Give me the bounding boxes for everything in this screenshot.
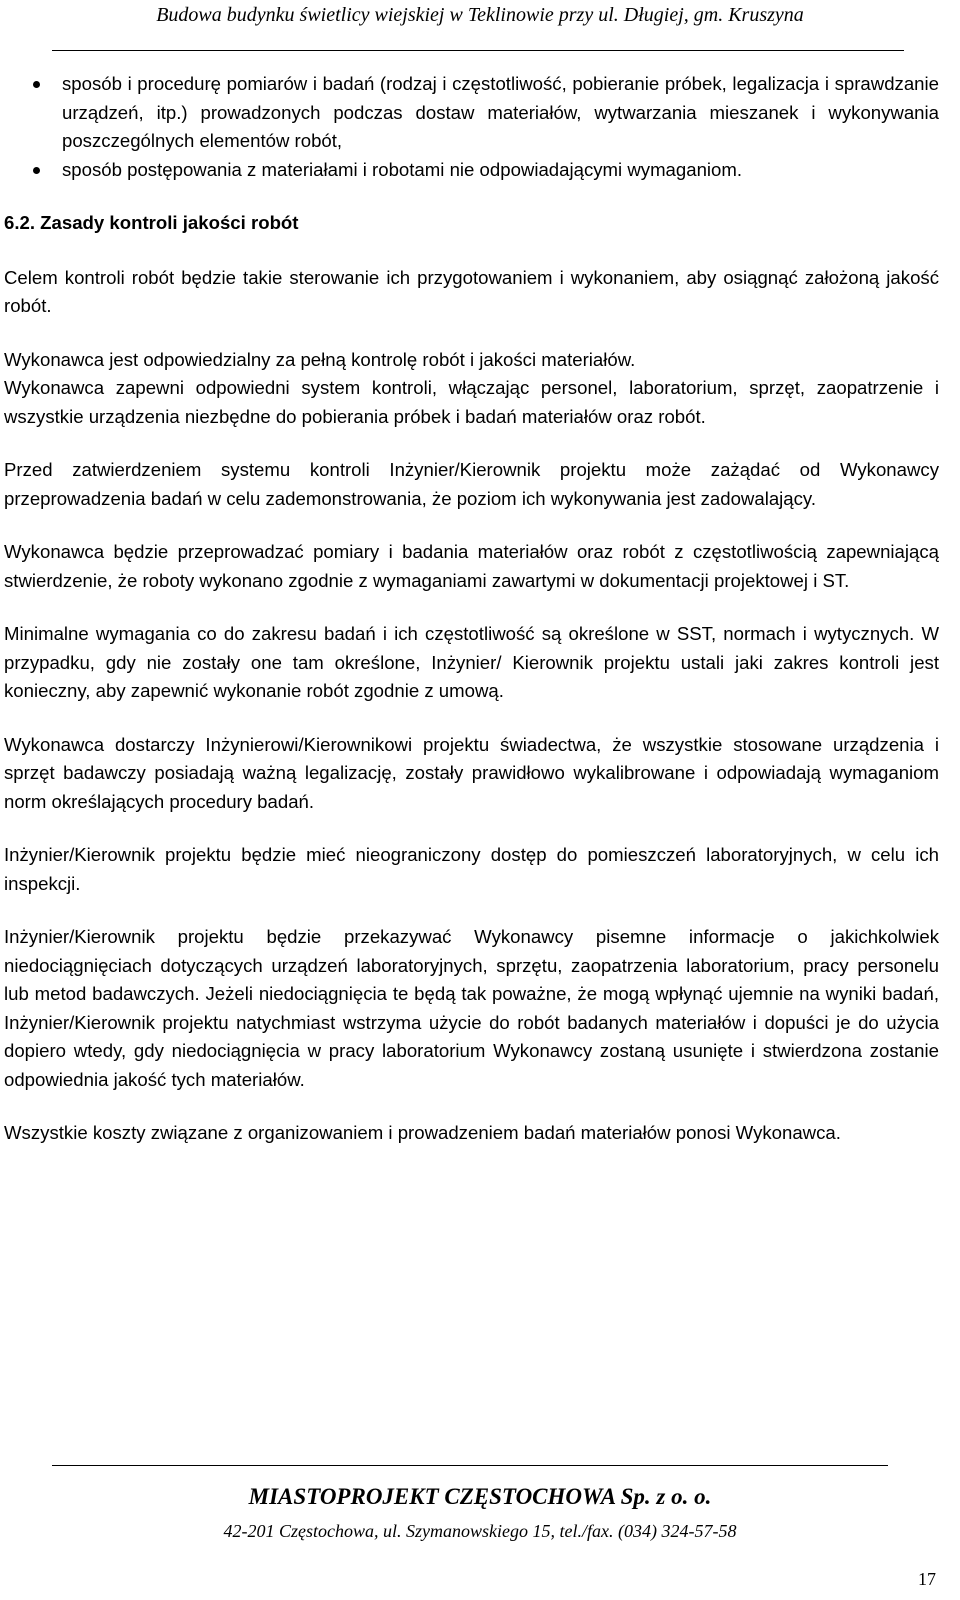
paragraph: Wykonawca zapewni odpowiedni system kontroli, włączając personel, laboratorium, sprzęt, zaopatrzenie i wszystkie urządzenia niezbędne do pobierania próbek i badań materiałów oraz robót.: [4, 377, 939, 427]
bullet-icon: [33, 167, 40, 174]
footer-divider: [52, 1465, 888, 1466]
bullet-icon: [33, 81, 40, 88]
footer-address: 42-201 Częstochowa, ul. Szymanowskiego 15, tel./fax. (034) 324-57-58: [223, 1521, 737, 1541]
paragraph: Wykonawca będzie przeprowadzać pomiary i badania materiałów oraz robót z częstotliwością zapewniającą stwierdzenie, że roboty wykonano zgodnie z wymaganiami zawartymi w dokumentacji projektowej i ST.: [4, 541, 939, 591]
list-item-text: sposób postępowania z materiałami i robotami nie odpowiadającymi wymaganiom.: [62, 158, 743, 180]
list-item: [4, 156, 939, 185]
paragraph: Wszystkie koszty związane z organizowaniem i prowadzeniem badań materiałów ponosi Wykonawca.: [4, 1122, 841, 1143]
paragraph: Wykonawca dostarczy Inżynierowi/Kierownikowi projektu świadectwa, że wszystkie stosowane urządzenia i sprzęt badawczy posiadają ważną legalizację, zostały prawidłowo wykalibrowane i odpowiadają wymaganiom norm określających procedury badań.: [4, 733, 939, 812]
paragraph: Wykonawca jest odpowiedzialny za pełną kontrolę robót i jakości materiałów.: [4, 348, 636, 370]
footer-company-name: MIASTOPROJEKT CZĘSTOCHOWA Sp. z o. o.: [248, 1484, 712, 1509]
list-item-text: sposób i procedurę pomiarów i badań (rodzaj i częstotliwość, pobieranie próbek, legalizacja i sprawdzanie urządzeń, itp.) prowadzonych podczas dostaw materiałów, wytwarzania mieszanek i wykonywania poszczególnych elementów robót,: [62, 73, 939, 151]
paragraph: Minimalne wymagania co do zakresu badań i ich częstotliwość są określone w SST, normach i wytycznych. W przypadku, gdy nie zostały one tam określone, Inżynier/ Kierownik projektu ustali jaki zakres kontroli jest konieczny, aby zapewnić wykonanie robót zgodnie z umową.: [4, 623, 939, 701]
paragraph: Przed zatwierdzeniem systemu kontroli Inżynier/Kierownik projektu może zażądać od Wykonawcy przeprowadzenia badań w celu zademonstrowania, że poziom ich wykonywania jest zadowalający.: [4, 459, 939, 509]
running-header: Budowa budynku świetlicy wiejskiej w Teklinowie przy ul. Długiej, gm. Kruszyna: [156, 4, 804, 26]
paragraph: Inżynier/Kierownik projektu będzie przekazywać Wykonawcy pisemne informacje o jakichkolwiek niedociągnięciach dotyczących urządzeń laboratoryjnych, sprzętu, zaopatrzenia laboratorium, pracy personelu lub metod badawczych. Jeżeli niedociągnięcia te będą tak poważne, że mogą wpłynąć ujemnie na wyniki badań, Inżynier/Kierownik projektu natychmiast wstrzyma użycie do robót badanych materiałów i dopuści je do użycia dopiero wtedy, gdy niedociągnięcia w pracy laboratorium Wykonawcy zostaną usunięte i stwierdzona zostanie odpowiednia jakość tych materiałów.: [4, 926, 939, 1090]
document-body: [4, 70, 939, 1148]
header-divider: [52, 50, 904, 51]
paragraph: Celem kontroli robót będzie takie sterowanie ich przygotowaniem i wykonaniem, aby osiągnąć założoną jakość robót.: [4, 266, 939, 316]
page-number: 17: [918, 1569, 936, 1589]
list-item: [4, 70, 939, 156]
section-heading: 6.2. Zasady kontroli jakości robót: [4, 212, 299, 233]
bullet-list: [4, 70, 939, 184]
paragraph: Inżynier/Kierownik projektu będzie mieć nieograniczony dostęp do pomieszczeń laboratoryjnych, w celu ich inspekcji.: [4, 844, 939, 894]
